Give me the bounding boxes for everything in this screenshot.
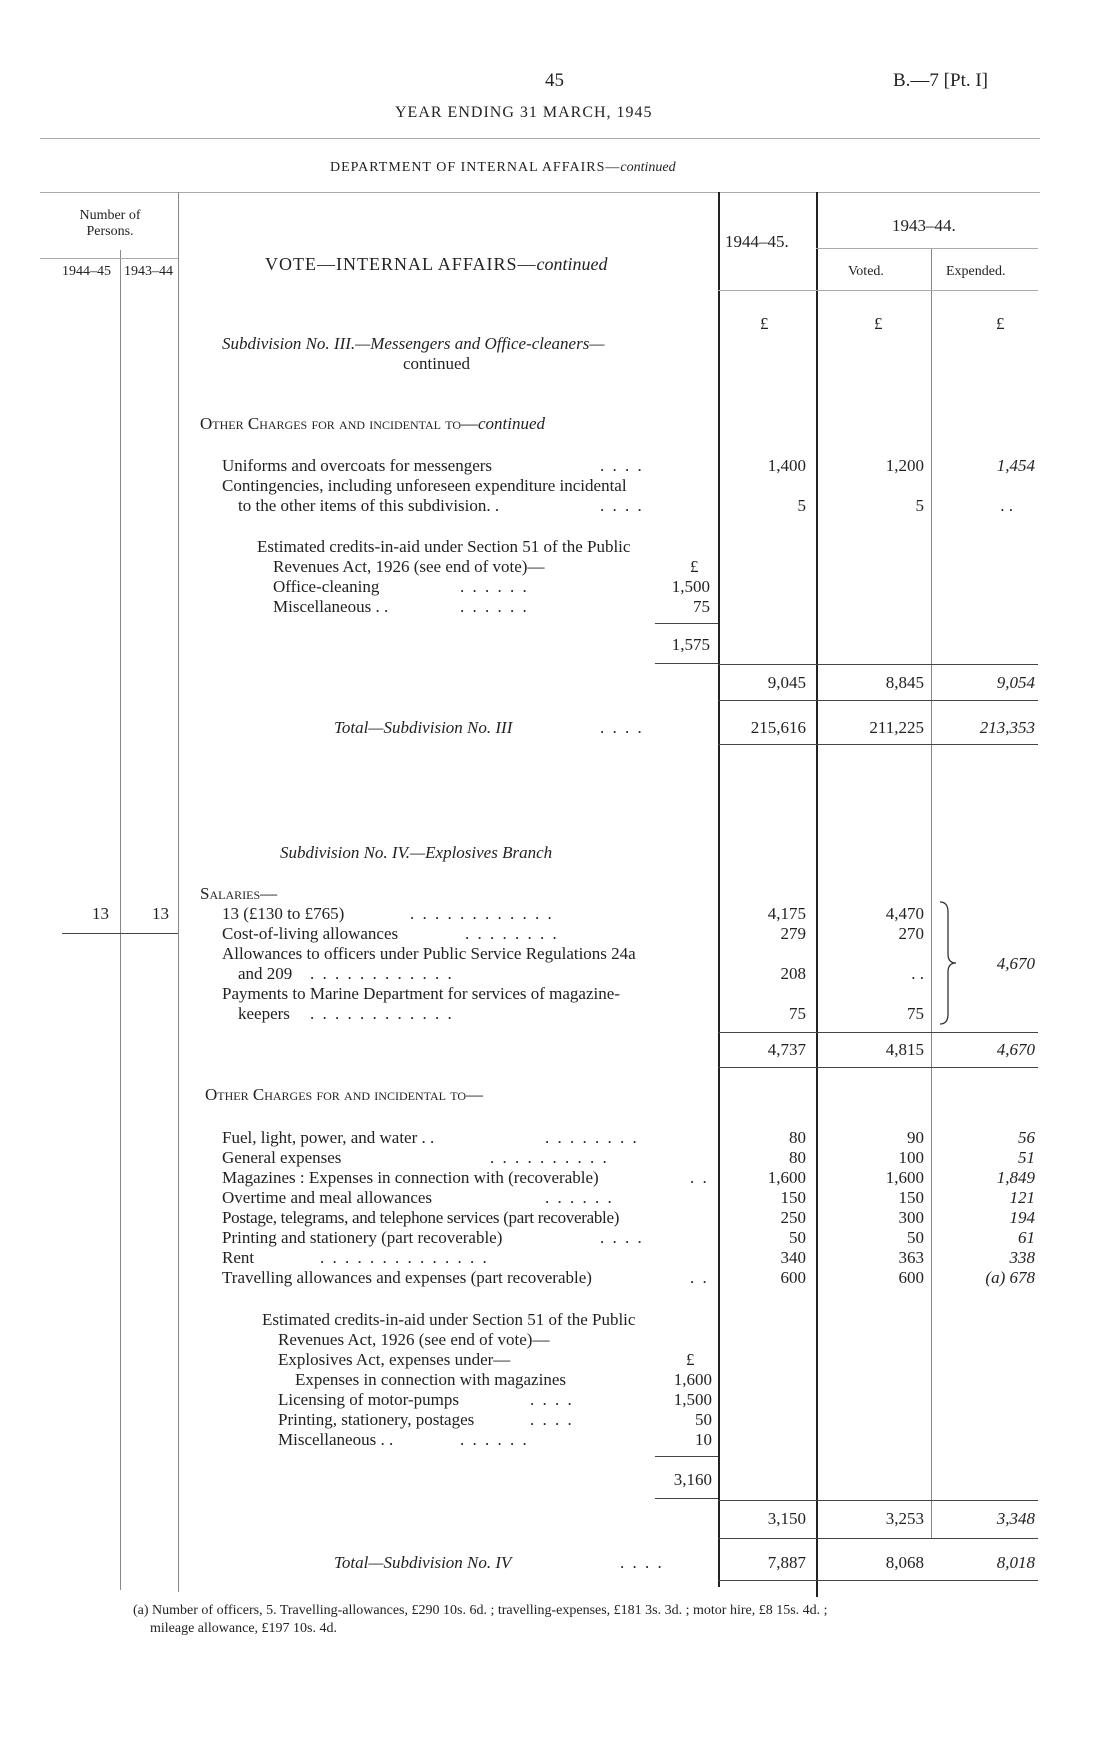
sub4-subtotal-expended: 3,348 — [996, 1509, 1035, 1528]
list-item: Travelling allowances and expenses (part recoverable) — [222, 1268, 592, 1287]
sub3-total-expended: 213,353 — [979, 718, 1035, 737]
sub3-credits-pound: £ — [690, 557, 699, 576]
credit-item: Miscellaneous . . — [278, 1430, 394, 1449]
header-rule — [40, 138, 1040, 139]
sub3-title: Subdivision No. III.—Messengers and Office-cleaners— — [222, 334, 605, 353]
sub4-total-voted: 8,068 — [885, 1553, 924, 1572]
subtotal-rule — [718, 1500, 1038, 1501]
persons-1944: 13 — [92, 904, 109, 923]
leader-dots: . . . . — [600, 456, 644, 475]
amount-voted: 75 — [907, 1004, 924, 1023]
sub3-credits-title: Estimated credits-in-aid under Section 51 of the Public — [257, 537, 631, 556]
amount-col-left-rule — [718, 192, 720, 1587]
list-item: Rent — [222, 1248, 255, 1267]
amount-1944: 150 — [780, 1188, 806, 1207]
sub3-total-1944: 215,616 — [750, 718, 806, 737]
sub3-credits-title-2: Revenues Act, 1926 (see end of vote)— — [273, 557, 545, 576]
number-of-persons-heading: Number of Persons. — [79, 208, 141, 239]
amount-1944: 208 — [780, 964, 806, 983]
salary-item: 13 (£130 to £765) — [222, 904, 345, 923]
credits-total: 3,160 — [673, 1470, 712, 1489]
salary-item-cont: keepers — [238, 1004, 290, 1023]
persons-header-rule — [40, 258, 178, 259]
leader-dots: . . . . — [620, 1553, 664, 1572]
vote-title — [265, 254, 608, 275]
sub3-subtotal-1944: 9,045 — [767, 673, 806, 692]
leader-dots: . . — [690, 1268, 709, 1287]
amount-voted: 270 — [898, 924, 924, 943]
footnote-line-2: mileage allowance, £197 10s. 4d. — [150, 1621, 338, 1636]
list-item: General expenses — [222, 1148, 342, 1167]
list-item: Postage, telegrams, and telephone services (part recoverable) — [222, 1208, 620, 1227]
sub4-total-expended: 8,018 — [996, 1553, 1035, 1572]
leader-dots: . . . . — [530, 1410, 574, 1429]
year-title: YEAR ENDING 31 MARCH, 1945 — [395, 104, 653, 121]
leader-dots: . . . . . . . . . . . . — [310, 964, 454, 983]
list-item: Contingencies, including unforeseen expenditure incidental — [222, 476, 627, 495]
leader-dots: . . . . . . — [545, 1188, 614, 1207]
credit-item: Office-cleaning — [273, 577, 380, 596]
sub3-other-charges-label: Other Charges for and incidental to— — [200, 414, 479, 433]
total-bottom-rule — [718, 744, 1038, 745]
salary-item: Allowances to officers under Public Service Regulations 24a — [222, 944, 636, 963]
salary-subtotal-expended: 4,670 — [996, 1040, 1035, 1059]
amount-expended: 51 — [1018, 1148, 1035, 1167]
amount-1944: 5 — [797, 496, 806, 515]
amount-expended: 121 — [1009, 1188, 1035, 1207]
leader-dots: . . . . . . . . . . . . — [310, 1004, 454, 1023]
sub4-title: Subdivision No. IV.—Explosives Branch — [280, 843, 553, 862]
salary-item: Payments to Marine Department for services of magazine- — [222, 984, 620, 1003]
amount-1944: 80 — [789, 1148, 806, 1167]
credit-item: Miscellaneous . . — [273, 597, 389, 616]
col-expended: Expended. — [946, 264, 1006, 279]
credits-bottom-rule — [655, 663, 718, 664]
subtotal-rule — [718, 664, 1038, 665]
sub3-subtotal-expended: 9,054 — [996, 673, 1035, 692]
list-item: Uniforms and overcoats for messengers — [222, 456, 493, 475]
amount-1944: 1,400 — [767, 456, 806, 475]
department-name: DEPARTMENT OF INTERNAL AFFAIRS— — [330, 160, 621, 175]
amount-expended: 338 — [1009, 1248, 1035, 1267]
leader-dots: . . . . — [600, 718, 644, 737]
sub4-other-charges: Other Charges for and incidental to— — [205, 1085, 484, 1104]
col-1944-45: 1944–45. — [725, 232, 789, 251]
pound-expended: £ — [996, 314, 1005, 333]
leader-dots: . . . . . . . . . . . . — [410, 904, 554, 923]
sub3-total-voted: 211,225 — [869, 718, 924, 737]
amount-expended: (a) 678 — [985, 1268, 1035, 1287]
amount-expended: 56 — [1018, 1128, 1035, 1147]
subtotal-bottom-rule — [718, 1067, 1038, 1068]
amount-voted: 4,470 — [885, 904, 924, 923]
persons-1943: 13 — [152, 904, 169, 923]
pound-1944: £ — [760, 314, 769, 333]
salary-expended: 4,670 — [996, 954, 1035, 973]
persons-rule — [62, 933, 178, 934]
salary-item-cont: and 209 — [238, 964, 293, 983]
sub4-subtotal-voted: 3,253 — [885, 1509, 924, 1528]
list-item: Printing and stationery (part recoverable) — [222, 1228, 503, 1247]
department-heading — [330, 160, 676, 176]
amount-1944: 80 — [789, 1128, 806, 1147]
amount-1944: 75 — [789, 1004, 806, 1023]
credit-value: 1,500 — [671, 577, 710, 596]
salary-subtotal-1944: 4,737 — [767, 1040, 806, 1059]
credit-value: 75 — [693, 597, 710, 616]
amount-1944: 4,175 — [767, 904, 806, 923]
credit-value: 50 — [695, 1410, 712, 1429]
credits-total: 1,575 — [671, 635, 710, 654]
voted-header-rule — [816, 248, 1038, 249]
amount-1944: 340 — [780, 1248, 806, 1267]
credit-value: 1,600 — [673, 1370, 712, 1389]
list-item: Fuel, light, power, and water . . — [222, 1128, 435, 1147]
sub3-other-charges — [200, 414, 545, 434]
amount-voted: 90 — [907, 1128, 924, 1147]
amount-voted: 50 — [907, 1228, 924, 1247]
credit-value: 1,500 — [673, 1390, 712, 1409]
leader-dots: . . . . — [530, 1390, 574, 1409]
sub3-total-label: Total—Subdivision No. III — [334, 718, 513, 737]
amount-voted: 1,600 — [885, 1168, 924, 1187]
amount-voted: 300 — [898, 1208, 924, 1227]
total-rule — [718, 1538, 1038, 1539]
sub4-credits-sub: Explosives Act, expenses under— — [278, 1350, 511, 1369]
vote-continued: continued — [536, 254, 608, 274]
salary-item: Cost-of-living allowances — [222, 924, 399, 943]
footnote-line-1: (a) Number of officers, 5. Travelling-allowances, £290 10s. 6d. ; travelling-expenses, £181 3s. 3d. ; motor hire, £8 15s. 4d. ; — [133, 1603, 828, 1618]
amount-voted: 363 — [898, 1248, 924, 1267]
sub3-other-charges-continued: continued — [478, 414, 546, 433]
list-item: Overtime and meal allowances — [222, 1188, 433, 1207]
leader-dots: . . . . — [600, 1228, 644, 1247]
amount-1944: 50 — [789, 1228, 806, 1247]
credit-item: Licensing of motor-pumps — [278, 1390, 459, 1409]
leader-dots: . . . . . . — [460, 597, 529, 616]
persons-col-1944: 1944–45 — [62, 264, 111, 279]
credit-item: Expenses in connection with magazines — [295, 1370, 566, 1389]
amount-expended: 61 — [1018, 1228, 1035, 1247]
amount-voted: . . — [911, 964, 924, 983]
amount-voted: 600 — [898, 1268, 924, 1287]
amount-expended: . . — [1000, 496, 1013, 515]
persons-divider — [120, 250, 121, 1590]
credits-bottom-rule — [655, 1498, 718, 1499]
sub4-total-label: Total—Subdivision No. IV — [334, 1553, 512, 1572]
table-top-rule — [40, 192, 1040, 193]
amount-col-mid-rule — [816, 192, 818, 1597]
leader-dots: . . . . . . . . . . — [490, 1148, 609, 1167]
credit-value: 10 — [695, 1430, 712, 1449]
list-item-cont: to the other items of this subdivision. . — [238, 496, 500, 515]
credits-rule — [655, 1456, 718, 1457]
sub4-credits-title-2: Revenues Act, 1926 (see end of vote)— — [278, 1330, 550, 1349]
pound-voted: £ — [874, 314, 883, 333]
sub4-salaries: Salaries— — [200, 884, 278, 903]
total-rule — [718, 700, 1038, 701]
credit-item: Printing, stationery, postages — [278, 1410, 475, 1429]
document-reference: B.—7 [Pt. I] — [893, 70, 988, 91]
leader-dots: . . . . . . . . — [545, 1128, 639, 1147]
leader-dots: . . — [690, 1168, 709, 1187]
amount-expended: 1,454 — [996, 456, 1035, 475]
amount-1944: 250 — [780, 1208, 806, 1227]
sub3-title-continued: continued — [403, 354, 471, 373]
vote-name: VOTE—INTERNAL AFFAIRS— — [265, 254, 537, 274]
sub4-total-1944: 7,887 — [767, 1553, 806, 1572]
col-voted: Voted. — [848, 264, 884, 279]
subtotal-rule — [718, 1032, 1038, 1033]
amount-header-rule — [718, 290, 1038, 291]
sub3-subtotal-voted: 8,845 — [885, 673, 924, 692]
amount-1944: 279 — [780, 924, 806, 943]
list-item: Magazines : Expenses in connection with (recoverable) — [222, 1168, 599, 1187]
amount-1944: 600 — [780, 1268, 806, 1287]
sub4-subtotal-1944: 3,150 — [767, 1509, 806, 1528]
amount-expended: 194 — [1009, 1208, 1035, 1227]
total-bottom-rule — [718, 1580, 1038, 1581]
sub4-credits-pound: £ — [686, 1350, 695, 1369]
sub4-credits-title: Estimated credits-in-aid under Section 51 of the Public — [262, 1310, 636, 1329]
amount-voted: 150 — [898, 1188, 924, 1207]
salary-subtotal-voted: 4,815 — [885, 1040, 924, 1059]
leader-dots: . . . . . . — [460, 1430, 529, 1449]
persons-right-rule — [178, 192, 179, 1592]
amount-expended: 1,849 — [996, 1168, 1035, 1187]
page-number: 45 — [545, 70, 564, 91]
leader-dots: . . . . — [600, 496, 644, 515]
col-1943-44: 1943–44. — [892, 216, 956, 235]
leader-dots: . . . . . . . . . . . . . . — [320, 1248, 489, 1267]
credits-rule — [655, 623, 718, 624]
expended-col-rule — [931, 248, 932, 1538]
amount-voted: 100 — [898, 1148, 924, 1167]
persons-col-1943: 1943–44 — [124, 264, 173, 279]
leader-dots: . . . . . . — [460, 577, 529, 596]
amount-voted: 1,200 — [885, 456, 924, 475]
amount-voted: 5 — [915, 496, 924, 515]
amount-1944: 1,600 — [767, 1168, 806, 1187]
leader-dots: . . . . . . . . — [465, 924, 559, 943]
department-continued: continued — [620, 160, 676, 175]
